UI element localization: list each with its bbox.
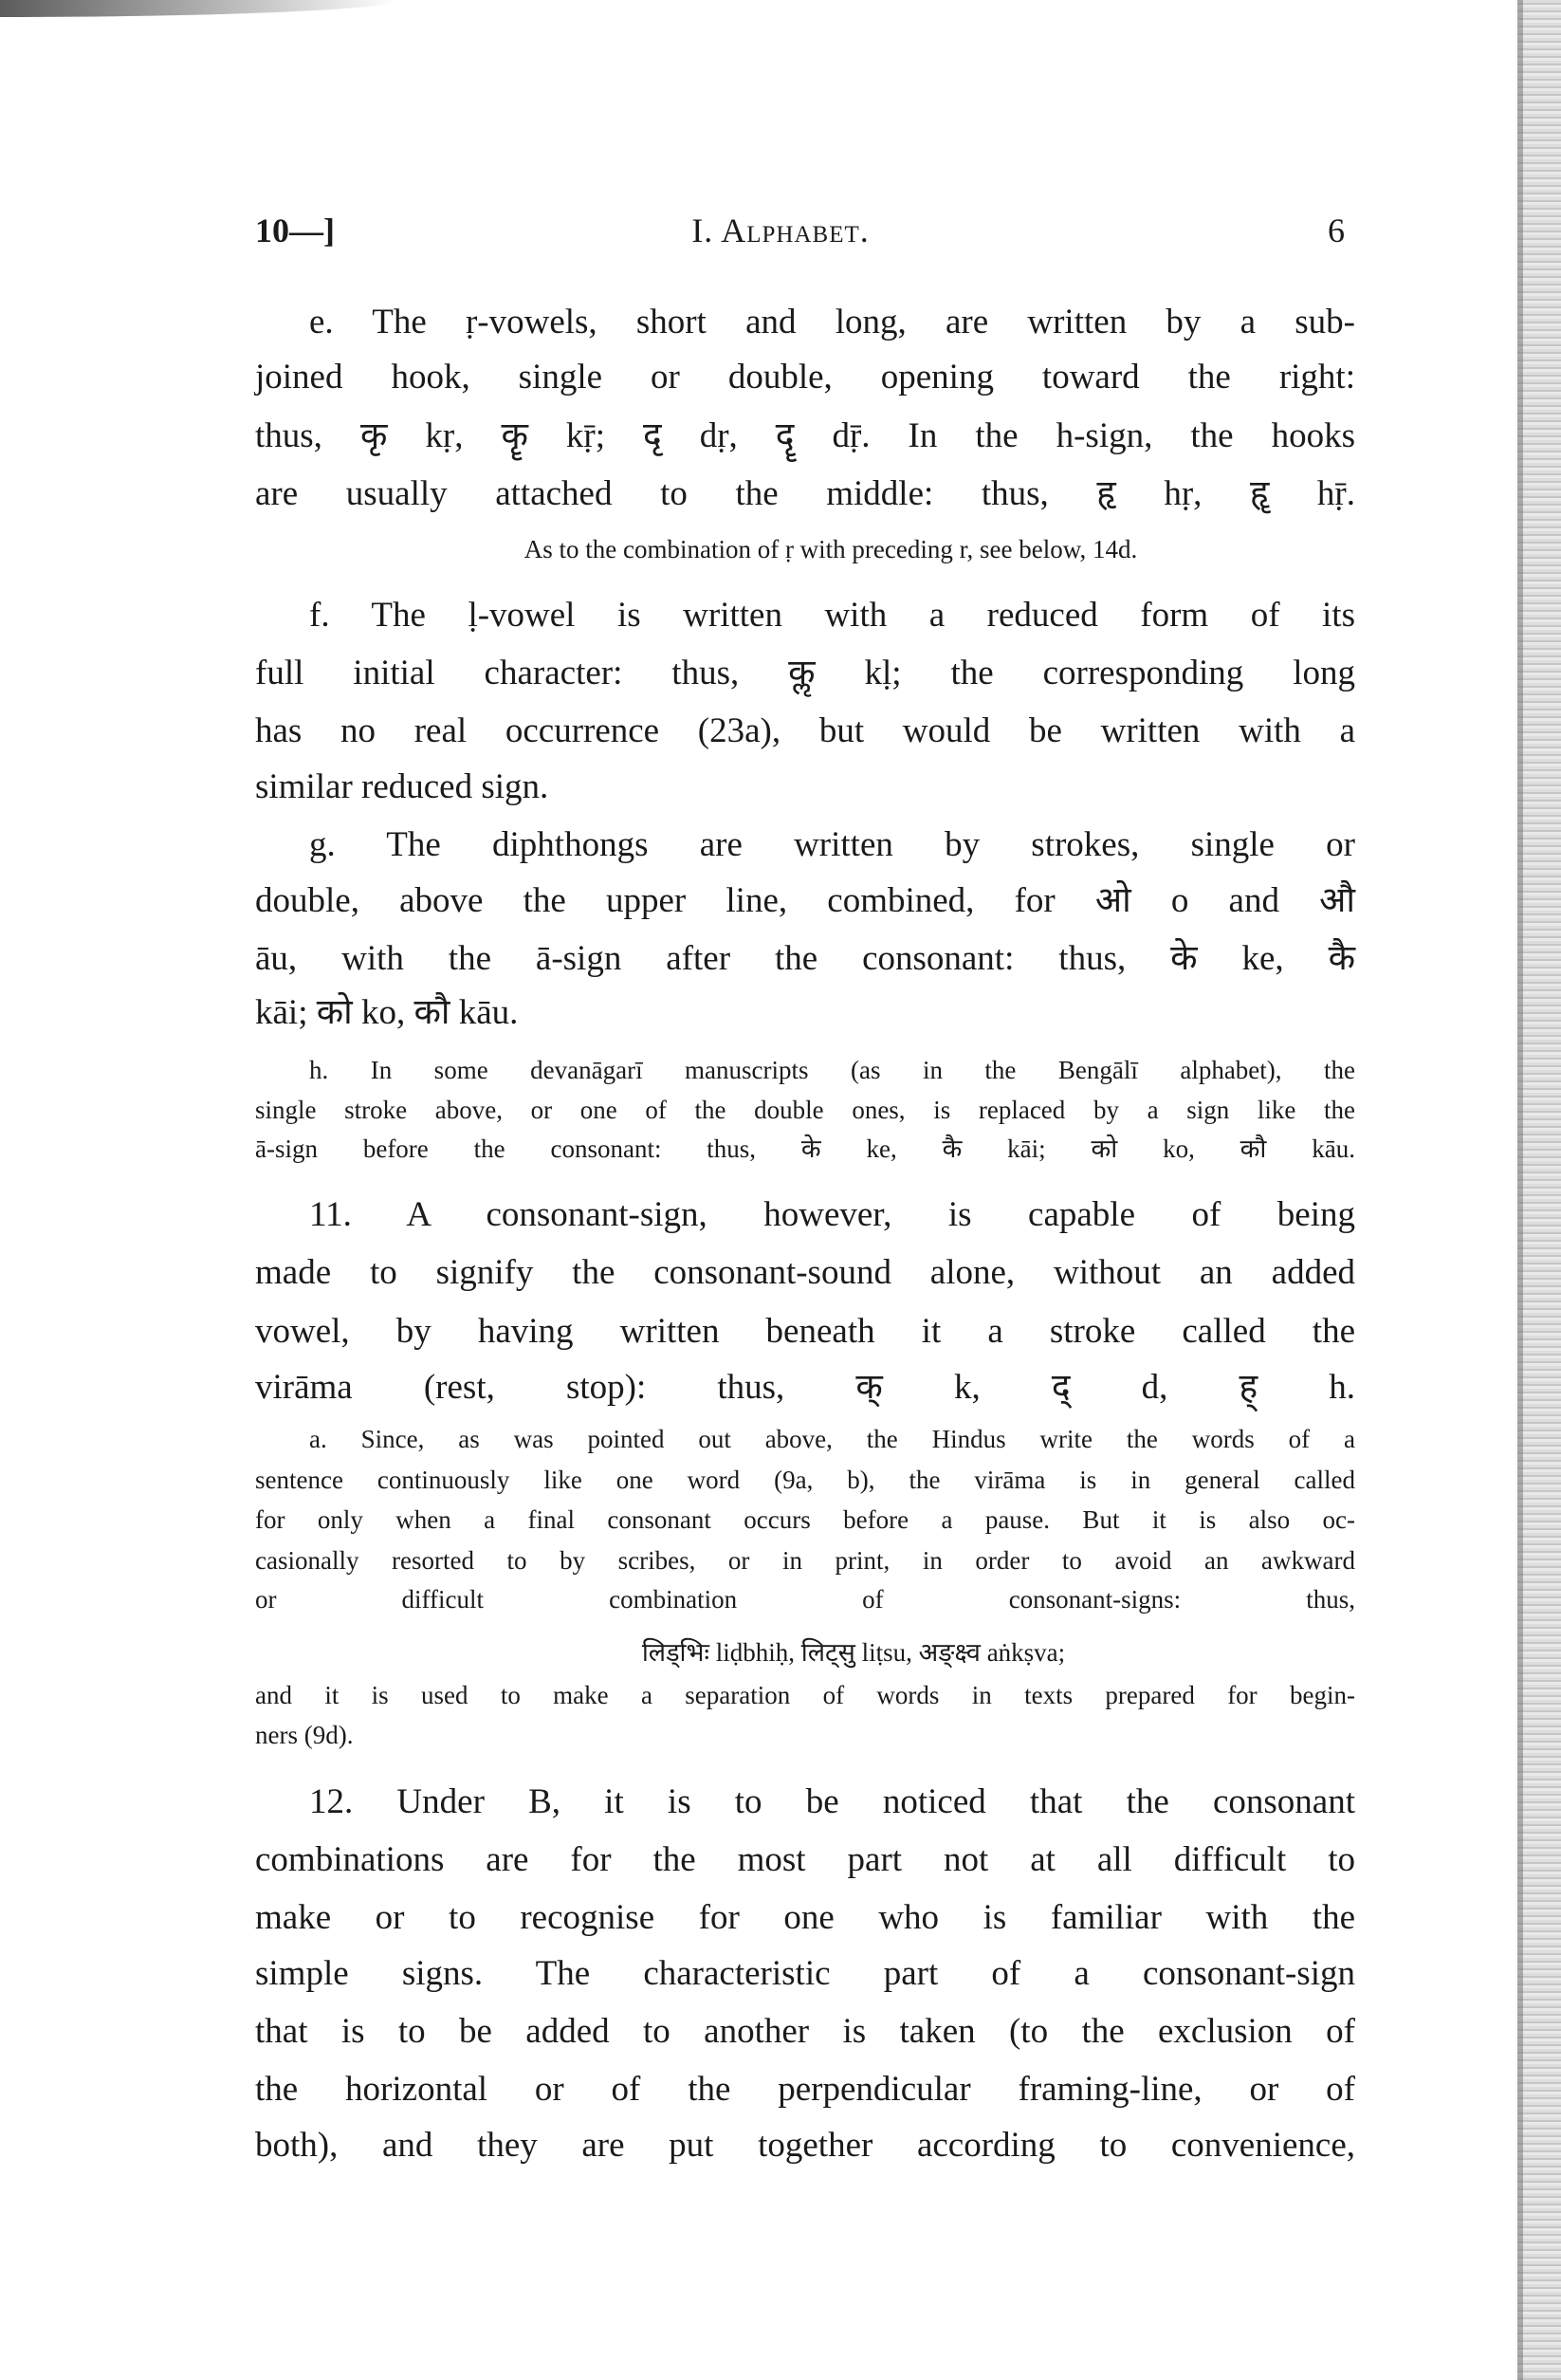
text-line: both), and they are put together according to convenience, xyxy=(255,2126,1355,2165)
text-line: āu, with the ā-sign after the consonant: thus, के ke, कै xyxy=(255,939,1355,978)
text-line: full initial character: thus, कॢ kḷ; the corresponding long xyxy=(255,654,1355,692)
text-line: and it is used to make a separation of words in texts prepared for begin- xyxy=(255,1681,1355,1709)
text-line: combinations are for the most part not at all difficult to xyxy=(255,1840,1355,1879)
text-line: sentence continuously like one word (9a, b), the virāma is in general called xyxy=(255,1466,1355,1494)
text-line: that is to be added to another is taken (to the exclusion of xyxy=(255,2012,1355,2051)
text-line: make or to recognise for one who is familiar with the xyxy=(255,1898,1355,1937)
text-line: for only when a final consonant occurs before a pause. But it is also oc- xyxy=(255,1505,1355,1534)
running-title: I. Alphabet. xyxy=(691,212,870,249)
text-line: 11. A consonant-sign, however, is capable of being xyxy=(309,1195,1355,1234)
text-line: ners (9d). xyxy=(255,1721,354,1749)
text-line: f. The ḷ-vowel is written with a reduced form of its xyxy=(309,596,1355,635)
text-line: kāi; को ko, कौ kāu. xyxy=(255,993,519,1032)
text-line: 12. Under B, it is to be noticed that the consonant xyxy=(309,1782,1355,1821)
text-line: g. The diphthongs are written by strokes, single or xyxy=(309,825,1355,864)
text-line: ā-sign before the consonant: thus, के ke, कै kāi; को ko, कौ kāu. xyxy=(255,1135,1355,1163)
page-number: 6 xyxy=(1328,212,1345,249)
text-line: simple signs. The characteristic part of a consonant-sign xyxy=(255,1954,1355,1993)
text-line: single stroke above, or one of the double ones, is replaced by a sign like the xyxy=(255,1096,1355,1124)
text-line: e. The ṛ-vowels, short and long, are written by a sub- xyxy=(309,303,1355,341)
text-line: लिड्भिः liḍbhiḥ, लिट्सु liṭsu, अङ्क्ष्व aṅkṣva; xyxy=(641,1638,1066,1667)
text-line: similar reduced sign. xyxy=(255,767,549,806)
text-line: or difficult combination of consonant-signs: thus, xyxy=(255,1585,1355,1614)
text-line: joined hook, single or double, opening toward the right: xyxy=(255,358,1355,397)
text-line: h. In some devanāgarī manuscripts (as in the Bengālī alphabet), the xyxy=(309,1056,1355,1084)
scan-shadow-corner xyxy=(0,0,398,17)
text-line: made to signify the consonant-sound alone, without an added xyxy=(255,1253,1355,1292)
text-line: double, above the upper line, combined, for ओ o and औ xyxy=(255,881,1355,920)
text-line: has no real occurrence (23a), but would be written with a xyxy=(255,711,1355,750)
section-reference: 10—] xyxy=(255,212,335,249)
text-line: vowel, by having written beneath it a stroke called the xyxy=(255,1312,1355,1351)
text-line: casionally resorted to by scribes, or in print, in order to avoid an awkward xyxy=(255,1546,1355,1575)
text-line: a. Since, as was pointed out above, the Hindus write the words of a xyxy=(309,1425,1355,1453)
text-line: virāma (rest, stop): thus, क् k, द् d, ह् h. xyxy=(255,1368,1355,1407)
scan-page-edge xyxy=(1517,0,1561,2380)
text-line: the horizontal or of the perpendicular framing-line, or of xyxy=(255,2070,1355,2109)
text-line: are usually attached to the middle: thus, हृ hṛ, हॄ hṝ. xyxy=(255,474,1355,513)
text-line: As to the combination of ṛ with preceding r, see below, 14d. xyxy=(523,535,1138,563)
text-line: thus, कृ kṛ, कॄ kṝ; दृ dṛ, दॄ dṝ. In the h-sign, the hooks xyxy=(255,416,1355,455)
